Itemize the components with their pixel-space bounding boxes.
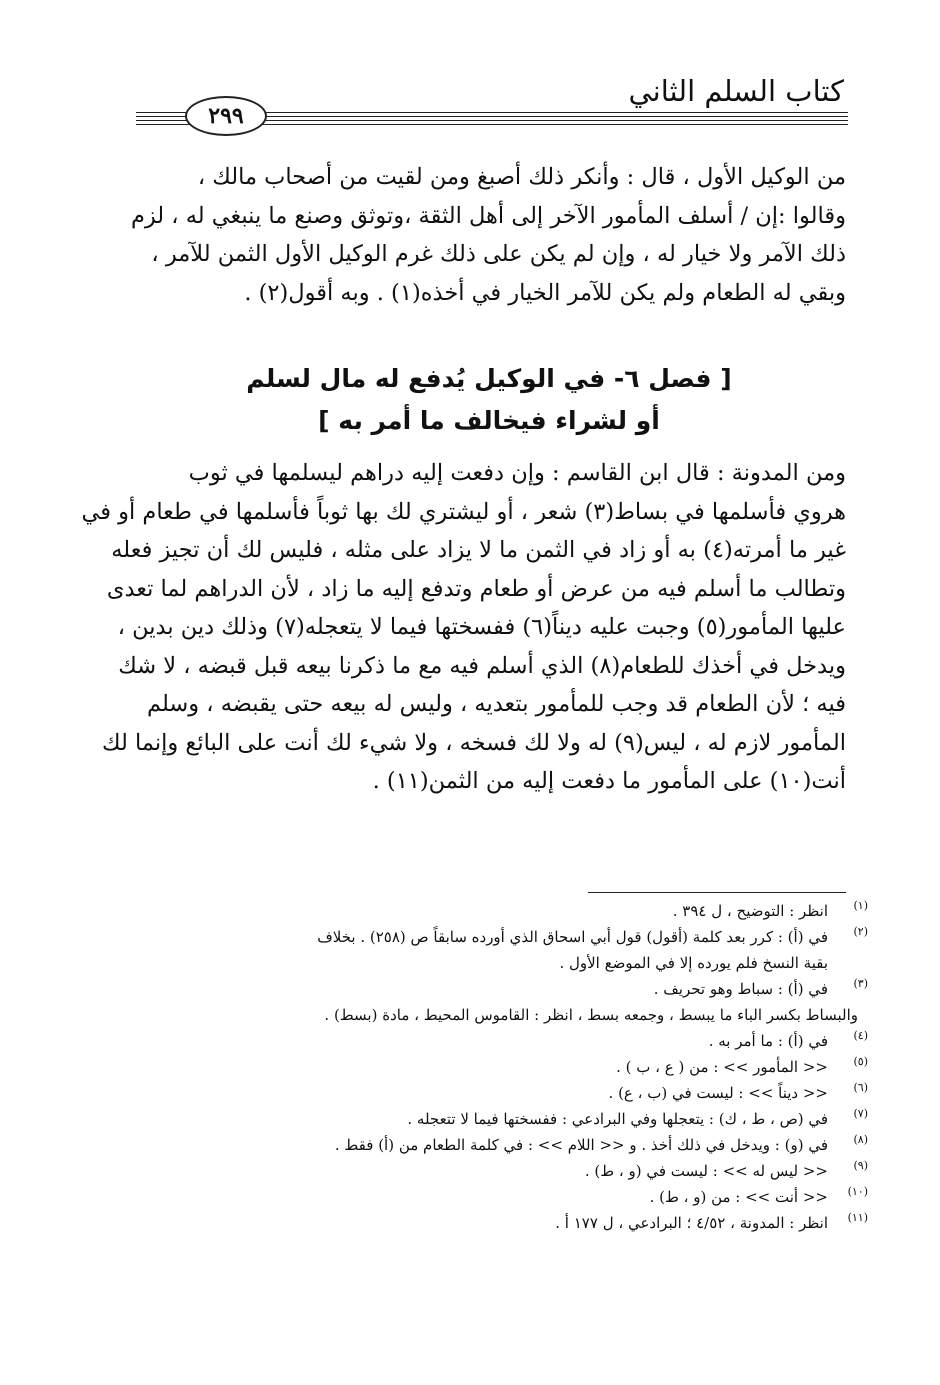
footnote-number: (١) <box>853 899 868 912</box>
footnote-text: والبساط بكسر الباء ما يبسط ، وجمعه بسط ، انظر : القاموس المحيط ، مادة (بسط) . <box>324 1006 858 1024</box>
footnote-text: انظر : التوضيح ، ل ٣٩٤ . <box>672 902 828 920</box>
text-line: فيه ؛ لأن الطعام قد وجب للمأمور بتعديه ، وليس له بيعه حتى يقبضه ، وسلم <box>147 691 846 717</box>
footnote-number: (٨) <box>853 1133 868 1146</box>
footnote-number: (٥) <box>853 1055 868 1068</box>
text-line: ذلك الآمر ولا خيار له ، وإن لم يكن على ذلك غرم الوكيل الأول الثمن للآمر ، <box>151 241 846 267</box>
footnote-text: في (و) : ويدخل في ذلك أخذ . و << اللام >> : في كلمة الطعام من (أ) فقط . <box>334 1136 828 1154</box>
footnotes <box>130 898 868 1236</box>
footnote <box>130 1158 868 1184</box>
paragraph-continuation <box>132 158 846 312</box>
text-line: وبقي له الطعام ولم يكن للآمر الخيار في أخذه(١) . وبه أقول(٢) . <box>244 279 846 306</box>
footnote-number: (١١) <box>847 1211 868 1224</box>
text-line: هروي فأسلمها في بساط(٣) شعر ، أو ليشتري لك بها ثوباً فأسلمها في طعام أو في <box>81 498 846 525</box>
section-heading-line-1: [ فصل ٦- في الوكيل يُدفع له مال لسلم <box>246 364 732 393</box>
footnote-number: (١٠) <box>847 1185 868 1198</box>
footnote <box>130 1028 868 1054</box>
text-line: غير ما أمرته(٤) به أو زاد في الثمن ما لا يزاد على مثله ، فليس لك أن تجيز فعله <box>111 537 846 563</box>
page-number: ٢٩٩ <box>185 96 267 136</box>
footnote-text: << المأمور >> : من ( ع ، ب ) . <box>616 1058 828 1076</box>
text-line: المأمور لازم له ، ليس(٩) له ولا لك فسخه ، ولا شيء لك أنت على البائع وإنما لك <box>102 729 846 756</box>
footnote-number: (٤) <box>853 1029 868 1042</box>
footnote-text: في (أ) : كرر بعد كلمة (أقول) قول أبي اسحاق الذي أورده سابقاً ص (٢٥٨) . بخلاف <box>317 928 828 946</box>
footnote <box>130 976 868 1028</box>
footnote-text: في (أ) : سباط وهو تحريف . <box>653 980 828 998</box>
footnote <box>130 1054 868 1080</box>
text-line: عليها المأمور(٥) وجبت عليه ديناً(٦) ففسختها فيما لا يتعجله(٧) وذلك دين بدين ، <box>117 614 846 640</box>
text-line: وتطالب ما أسلم فيه من عرض أو طعام وتدفع إليه ما زاد ، لأن الدراهم لما تعدى <box>106 575 846 602</box>
footnote <box>130 1210 868 1236</box>
footnote <box>130 898 868 924</box>
footnote-text: في (ص ، ط ، ك) : يتعجلها وفي البرادعي : ففسختها فيما لا تتعجله . <box>407 1110 828 1128</box>
footnote-text: في (أ) : ما أمر به . <box>708 1032 828 1050</box>
footnote-number: (٢) <box>853 925 868 938</box>
text-line: ومن المدونة : قال ابن القاسم : وإن دفعت إليه دراهم ليسلمها في ثوب <box>188 460 846 486</box>
footnote-separator <box>588 892 846 893</box>
footnote-text: بقية النسخ فلم يورده إلا في الموضع الأول . <box>559 954 828 972</box>
text-line: من الوكيل الأول ، قال : وأنكر ذلك أصبغ ومن لقيت من أصحاب مالك ، <box>197 164 846 190</box>
text-line: ويدخل في أخذك للطعام(٨) الذي أسلم فيه مع ما ذكرنا بيعه قبل قبضه ، لا شك <box>118 652 846 679</box>
section-paragraph <box>81 454 846 801</box>
footnote-number: (٣) <box>853 977 868 990</box>
footnote <box>130 1106 868 1132</box>
footnote-text: انظر : المدونة ، ٤/٥٢ ؛ البرادعي ، ل ١٧٧ أ . <box>555 1214 828 1232</box>
footnote <box>130 1132 868 1158</box>
footnote-number: (٧) <box>853 1107 868 1120</box>
footnote-number: (٩) <box>853 1159 868 1172</box>
footnote-text: << ديناً >> : ليست في (ب ، ع) . <box>608 1084 828 1102</box>
section-heading-line-2: أو لشراء فيخالف ما أمر به ] <box>318 406 660 435</box>
footnote-text: << ليس له >> : ليست في (و ، ط) . <box>584 1162 828 1180</box>
footnote <box>130 1080 868 1106</box>
footnote <box>130 924 868 976</box>
text-line: أنت(١٠) على المأمور ما دفعت إليه من الثمن(١١) . <box>372 768 846 794</box>
footnote <box>130 1184 868 1210</box>
footnote-number: (٦) <box>853 1081 868 1094</box>
text-line: وقالوا :إن / أسلف المأمور الآخر إلى أهل الثقة ،وتوثق وصنع ما ينبغي له ، لزم <box>130 202 846 229</box>
footnote-text: << أنت >> : من (و ، ط) . <box>649 1188 828 1206</box>
running-header-title: كتاب السلم الثاني <box>628 74 844 108</box>
